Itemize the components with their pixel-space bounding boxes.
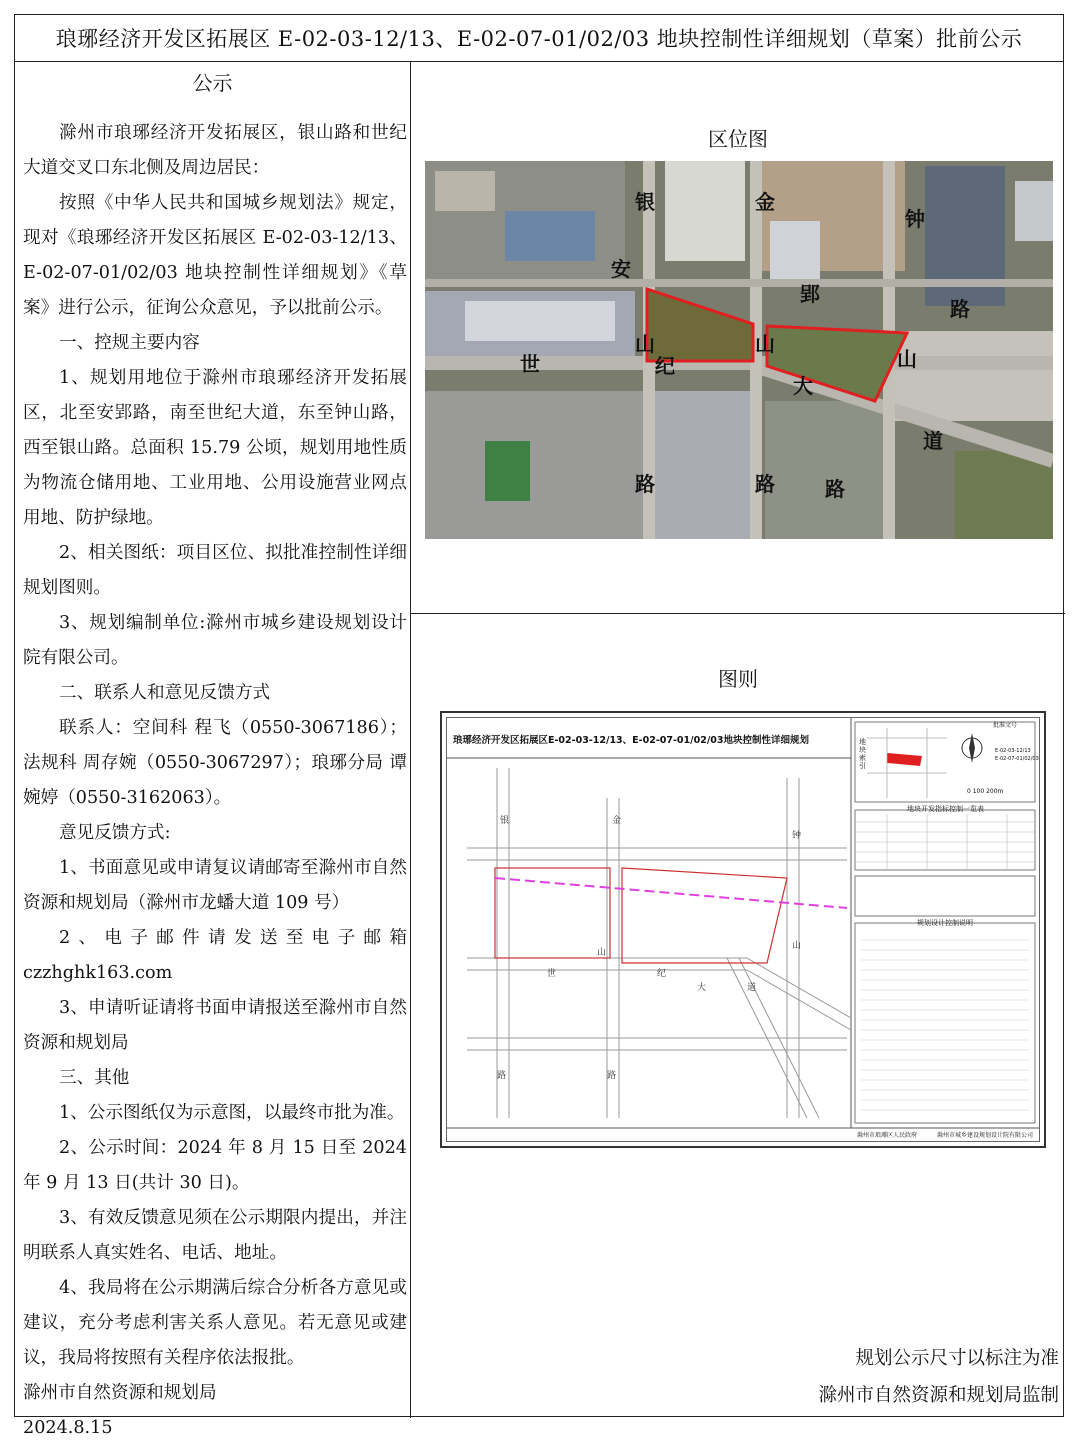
- svg-text:世: 世: [547, 969, 557, 979]
- svg-text:钟: 钟: [792, 831, 802, 841]
- regulatory-plan-drawing: [440, 711, 1046, 1148]
- corner-code: E-02-07-01/02/03: [995, 756, 1039, 762]
- notice-para: 1、公示图纸仅为示意图，以最终市批为准。: [59, 1103, 405, 1123]
- notice-para: 2、电子邮件请发送至电子邮箱: [59, 928, 407, 948]
- notice-date: 2024.8.15: [23, 1418, 113, 1438]
- section-heading: 一、控规主要内容: [59, 333, 200, 353]
- notice-column: [15, 61, 410, 1438]
- location-map-heading: 区位图: [708, 127, 768, 151]
- road-label: 大: [793, 374, 813, 398]
- notice-para: 1、书面意见或申请复议请邮寄至滁州市自然资源和规划局（滁州市龙蟠大道 109 号）: [23, 858, 407, 913]
- road-label: 郢: [800, 282, 820, 306]
- road-label: 路: [755, 472, 775, 496]
- road-label: 路: [825, 477, 845, 501]
- satellite-map-image: [425, 161, 1053, 539]
- approval-stamp: 批准文号: [993, 722, 1018, 729]
- plan-title: 琅琊经济开发区拓展区E-02-03-12/13、E-02-07-01/02/03地块控制性详细规划: [453, 735, 810, 746]
- notice-heading: 公示: [192, 71, 233, 95]
- svg-text:山: 山: [597, 948, 607, 958]
- notice-para: 3、规划编制单位:滁州市城乡建设规划设计院有限公司。: [23, 613, 407, 668]
- notice-frame: [14, 14, 1064, 1438]
- svg-text:纪: 纪: [657, 969, 667, 979]
- svg-text:道: 道: [747, 983, 757, 993]
- svg-text:大: 大: [697, 983, 707, 993]
- notice-para: 2、公示时间：2024 年 8 月 15 日至 2024 年 9 月 13 日(共计 30 日)。: [23, 1138, 407, 1193]
- plan-border: [446, 717, 1040, 1142]
- road-label: 安: [611, 257, 631, 281]
- page-title: 琅琊经济开发区拓展区 E-02-03-12/13、E-02-07-01/02/03 地块控制性详细规划（草案）批前公示: [15, 15, 1063, 62]
- road-label: 路: [950, 297, 970, 321]
- road-label: 山: [755, 332, 775, 356]
- indicator-table-title: 地块开发指标控制一览表: [907, 805, 984, 813]
- svg-text:银: 银: [500, 816, 510, 826]
- notice-para: 1、规划用地位于滁州市琅琊经济开发拓展区，北至安郢路，南至世纪大道，东至钟山路，西至银山路。总面积 15.79 公顷，规划用地性质为物流仓储用地、工业用地、公用设施营业网点用地、防护绿地。: [23, 368, 407, 528]
- notice-para: 按照《中华人民共和国城乡规划法》规定，现对《琅琊经济开发区拓展区 E-02-03-12/13、E-02-07-01/02/03 地块控制性详细规划》《草案》进行公示，征询公众意见，予以批前公示。: [23, 193, 407, 318]
- notice-para: 意见反馈方式:: [59, 823, 171, 843]
- location-map: [425, 161, 1053, 539]
- svg-text:路: 路: [607, 1071, 617, 1081]
- road-label: 银: [635, 190, 655, 214]
- plan-graphic: [447, 718, 1039, 1141]
- notice-para: 4、我局将在公示期满后综合分析各方意见或建议，充分考虑利害关系人意见。若无意见或建议，我局将按照有关程序依法报批。: [23, 1278, 407, 1368]
- supervision-note: 滁州市自然资源和规划局监制: [818, 1385, 1059, 1406]
- plan-heading: 图则: [718, 667, 758, 691]
- notice-body: [23, 116, 407, 1446]
- notice-para: 滁州市琅琊经济开发拓展区，银山路和世纪大道交叉口东北侧及周边居民：: [23, 123, 407, 178]
- road-label: 纪: [655, 354, 675, 378]
- section-heading: 二、联系人和意见反馈方式: [59, 683, 271, 703]
- plan-footer-right: 滁州市城乡建设规划设计院有限公司: [937, 1132, 1034, 1139]
- notice-para: 3、有效反馈意见须在公示期限内提出，并注明联系人真实姓名、电话、地址。: [23, 1208, 407, 1263]
- map-divider: [411, 613, 1065, 614]
- scale-bar: 0 100 200m: [967, 788, 1004, 795]
- road-label: 金: [755, 190, 775, 214]
- notice-para: 3、申请听证请将书面申请报送至滁州市自然资源和规划局: [23, 998, 407, 1053]
- road-label: 山: [635, 332, 655, 356]
- map-column: [411, 61, 1065, 1418]
- svg-text:山: 山: [792, 941, 802, 951]
- section-heading: 三、其他: [59, 1068, 130, 1088]
- svg-text:金: 金: [612, 816, 622, 826]
- scale-note: 规划公示尺寸以标注为准: [855, 1348, 1059, 1369]
- road-label: 道: [923, 429, 943, 453]
- road-label: 路: [635, 472, 655, 496]
- index-label: 地块索引: [859, 738, 866, 770]
- svg-text:路: 路: [497, 1071, 507, 1081]
- road-label: 钟: [905, 207, 925, 231]
- contact-para: 联系人：空间科 程飞（0550-3067186）；法规科 周存婉（0550-3067297）；琅琊分局 谭婉婷（0550-3162063）。: [23, 718, 407, 808]
- road-label: 世: [520, 352, 540, 376]
- email-address[interactable]: czzhghk163.com: [23, 963, 173, 983]
- notes-title: 规划设计控制说明: [917, 919, 973, 927]
- signature: 滁州市自然资源和规划局: [23, 1383, 217, 1403]
- road-label: 山: [897, 347, 917, 371]
- corner-code: E-02-03-12/13: [995, 748, 1031, 754]
- plan-footer-left: 滁州市琅琊区人民政府: [857, 1132, 918, 1139]
- notice-para: 2、相关图纸：项目区位、拟批准控制性详细规划图则。: [23, 543, 407, 598]
